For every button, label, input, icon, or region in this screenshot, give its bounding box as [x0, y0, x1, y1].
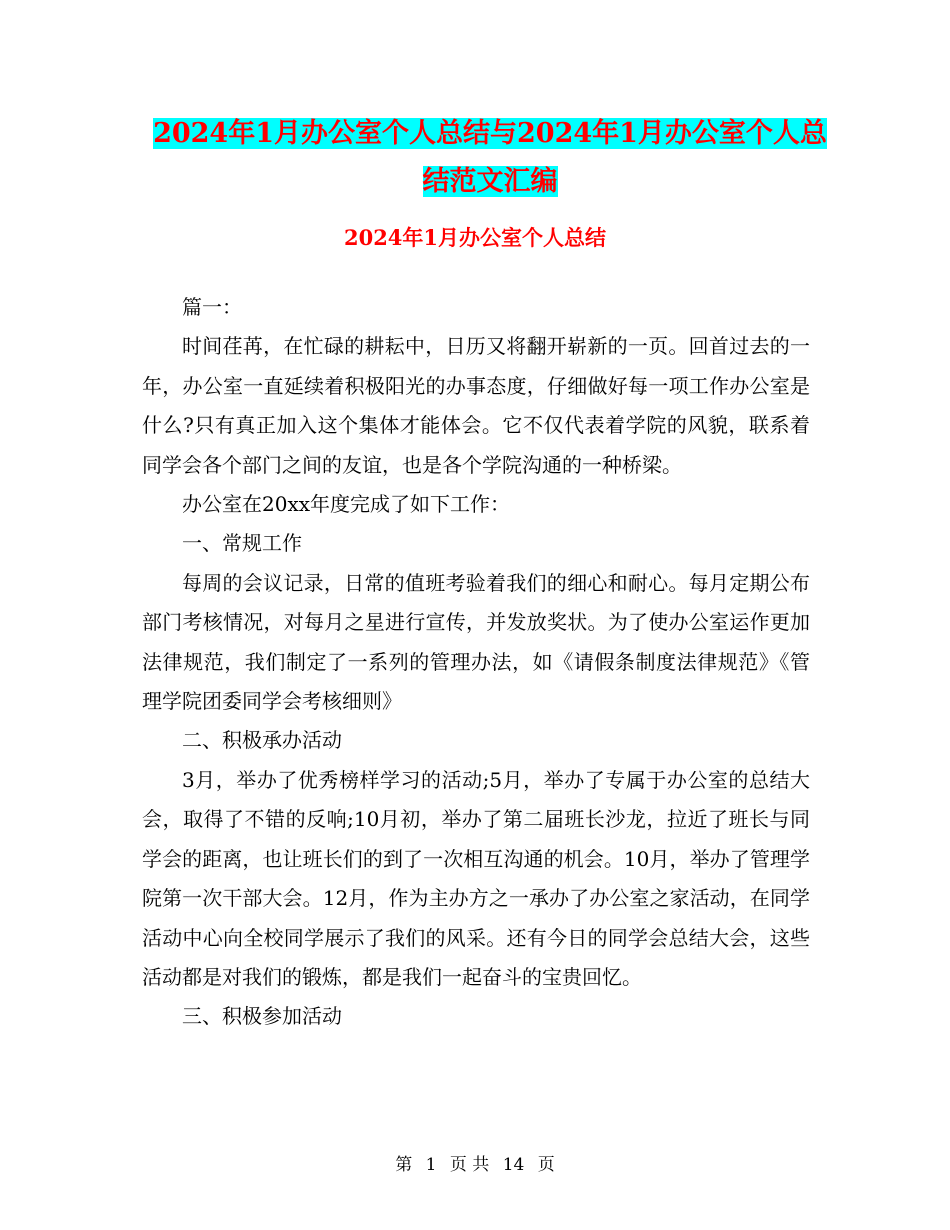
footer-suffix: 页 — [537, 1155, 555, 1175]
footer-current-page: 1 — [425, 1155, 437, 1175]
heading-routine-work: 一、常规工作 — [182, 531, 302, 556]
document-title — [140, 110, 840, 206]
heading-host-activities: 二、积极承办活动 — [182, 728, 342, 753]
heading-join-activities: 三、积极参加活动 — [182, 1004, 342, 1029]
footer-total-pages: 14 — [502, 1155, 525, 1175]
footer-prefix: 第 — [395, 1155, 413, 1175]
paragraph-work-summary: 办公室在20xx年度完成了如下工作： — [182, 492, 511, 517]
paragraph-intro: 时间荏苒，在忙碌的耕耘中，日历又将翻开崭新的一页。回首过去的一年，办公室一直延续着积极阳光的办事态度，仔细做好每一项工作办公室是什么?只有真正加入这个集体才能体会。它不仅代表着学院的风貌，联系着同学会各个部门之间的友谊，也是各个学院沟通的一种桥梁。 — [142, 334, 810, 477]
document-title-text: 2024年1月办公室个人总结与2024年1月办公室个人总结范文汇编 — [153, 118, 827, 197]
paragraph-part-label: 篇一： — [182, 295, 242, 319]
footer-middle: 页 共 — [449, 1155, 490, 1175]
paragraph-routine-work: 每周的会议记录，日常的值班考验着我们的细心和耐心。每月定期公布部门考核情况，对每月之星进行宣传，并发放奖状。为了使办公室运作更加法律规范，我们制定了一系列的管理办法，如《请假条制度法律规范》《管理学院团委同学会考核细则》 — [142, 570, 810, 714]
document-body — [142, 288, 810, 1037]
page-footer — [0, 1153, 950, 1177]
section-title: 2024年1月办公室个人总结 — [343, 225, 607, 250]
paragraph-host-activities: 3月，举办了优秀榜样学习的活动;5月，举办了专属于办公室的总结大会，取得了不错的反响;10月初，举办了第二届班长沙龙，拉近了班长与同学会的距离，也让班长们的到了一次相互沟通的机会。10月，举办了管理学院第一次干部大会。12月，作为主办方之一承办了办公室之家活动，在同学活动中心向全校同学展示了我们的风采。还有今日的同学会总结大会，这些活动都是对我们的锻炼，都是我们一起奋斗的宝贵回忆。 — [142, 767, 810, 989]
